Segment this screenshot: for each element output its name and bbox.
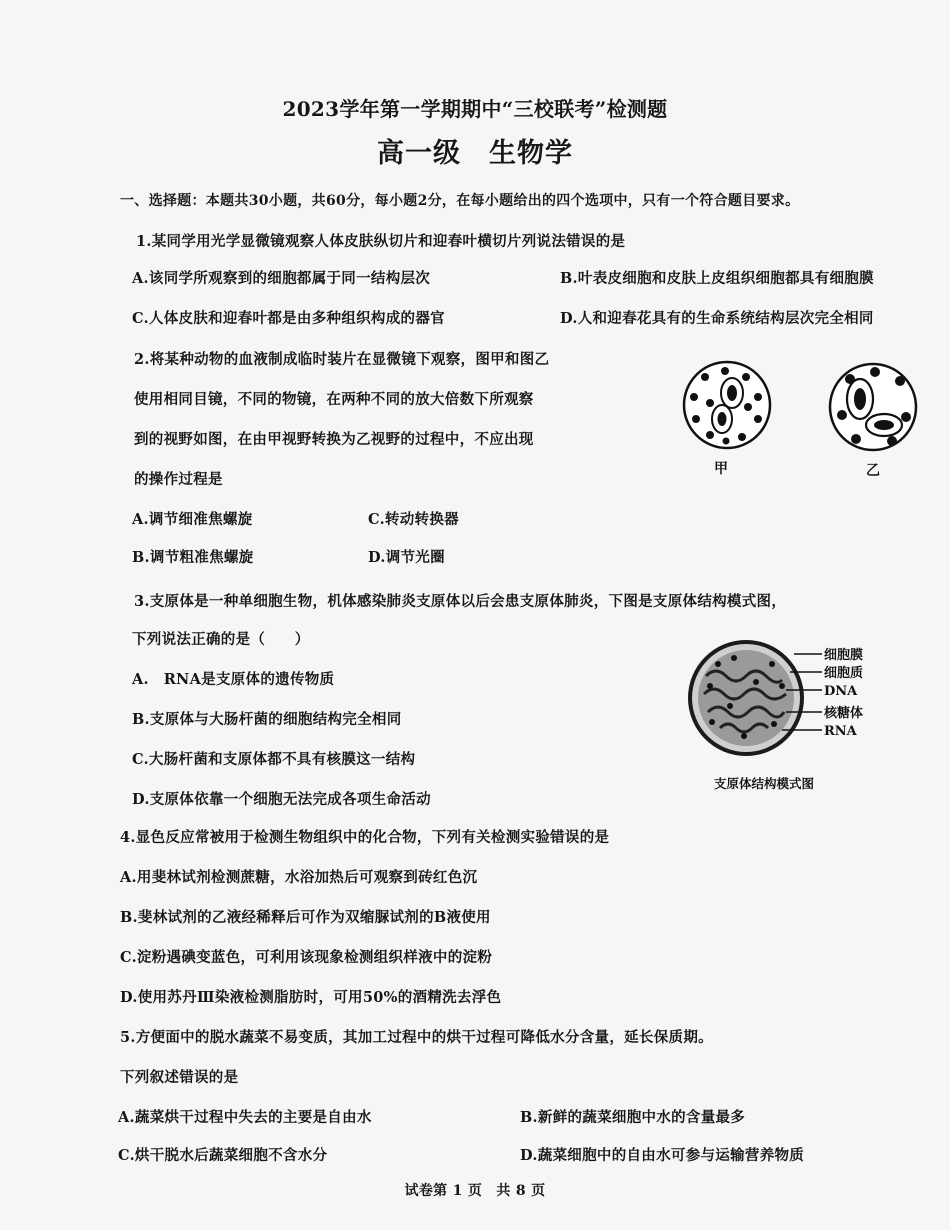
q3-option-a: A. RNA是支原体的遗传物质 [132, 671, 335, 688]
q4-option-b: B.斐林试剂的乙液经稀释后可作为双缩脲试剂的B液使用 [120, 909, 491, 926]
q1-stem: 1.某同学用光学显微镜观察人体皮肤纵切片和迎春叶横切片列说法错误的是 [136, 233, 626, 250]
q4-stem: 4.显色反应常被用于检测生物组织中的化合物，下列有关检测实验错误的是 [120, 829, 610, 846]
q2-stem-line3: 到的视野如图，在由甲视野转换为乙视野的过程中，不应出现 [134, 431, 534, 448]
q4-option-d: D.使用苏丹Ⅲ染液检测脂肪时，可用50%的酒精洗去浮色 [120, 989, 502, 1006]
field-jia [684, 362, 770, 448]
q5-stem-line2: 下列叙述错误的是 [120, 1069, 239, 1086]
q2-option-d: D.调节光圈 [368, 549, 445, 566]
q2-option-a: A.调节细准焦螺旋 [132, 511, 253, 528]
label-cytoplasm: 细胞质 [824, 666, 864, 681]
q2-option-c: C.转动转换器 [368, 511, 459, 528]
page-footer: 试卷第 1 页 共 8 页 [404, 1183, 546, 1199]
field-jia-label: 甲 [714, 461, 728, 477]
q3-mycoplasma-figure [682, 636, 907, 801]
figure-caption: 支原体结构模式图 [714, 776, 815, 791]
q2-stem-line1: 2.将某种动物的血液制成临时装片在显微镜下观察，图甲和图乙 [134, 351, 550, 368]
q3-stem-line2: 下列说法正确的是（ ） [132, 631, 310, 648]
q4-option-a: A.用斐林试剂检测蔗糖，水浴加热后可观察到砖红色沉 [120, 869, 478, 886]
label-rna: RNA [824, 724, 857, 739]
exam-title: 2023学年第一学期期中“三校联考”检测题 [282, 97, 668, 121]
exam-subject: 高一级 生物学 [377, 138, 573, 169]
section-heading: 一、选择题：本题共30小题，共60分，每小题2分，在每小题给出的四个选项中，只有一个符合题目要求。 [120, 193, 800, 209]
label-ribosome: 核糖体 [824, 706, 864, 721]
q2-stem-line4: 的操作过程是 [134, 471, 223, 488]
q5-option-c: C.烘干脱水后蔬菜细胞不含水分 [118, 1147, 328, 1164]
label-dna: DNA [824, 684, 858, 699]
q3-option-d: D.支原体依靠一个细胞无法完成各项生命活动 [132, 791, 431, 808]
label-cell-membrane: 细胞膜 [824, 648, 864, 663]
q5-stem-line1: 5.方便面中的脱水蔬菜不易变质，其加工过程中的烘干过程可降低水分含量，延长保质期。 [120, 1029, 713, 1046]
q2-stem-line2: 使用相同目镜，不同的物镜，在两种不同的放大倍数下所观察 [134, 391, 534, 408]
q3-option-b: B.支原体与大肠杆菌的细胞结构完全相同 [132, 711, 402, 728]
q1-option-d: D.人和迎春花具有的生命系统结构层次完全相同 [560, 310, 874, 327]
q5-option-b: B.新鲜的蔬菜细胞中水的含量最多 [520, 1109, 746, 1126]
q3-stem-line1: 3.支原体是一种单细胞生物，机体感染肺炎支原体以后会患支原体肺炎，下图是支原体结构模式图， [134, 593, 787, 610]
q3-option-c: C.大肠杆菌和支原体都不具有核膜这一结构 [132, 751, 416, 768]
q5-option-a: A.蔬菜烘干过程中失去的主要是自由水 [118, 1109, 372, 1126]
q1-option-a: A.该同学所观察到的细胞都属于同一结构层次 [132, 270, 431, 287]
field-yi [830, 364, 916, 450]
q1-option-b: B.叶表皮细胞和皮肤上皮组织细胞都具有细胞膜 [560, 270, 874, 287]
q2-option-b: B.调节粗准焦螺旋 [132, 549, 254, 566]
q5-option-d: D.蔬菜细胞中的自由水可参与运输营养物质 [520, 1147, 805, 1164]
q2-microscope-figure [670, 355, 940, 485]
field-yi-label: 乙 [866, 463, 880, 479]
q4-option-c: C.淀粉遇碘变蓝色，可利用该现象检测组织样液中的淀粉 [120, 949, 493, 966]
q1-option-c: C.人体皮肤和迎春叶都是由多种组织构成的器官 [132, 310, 445, 327]
